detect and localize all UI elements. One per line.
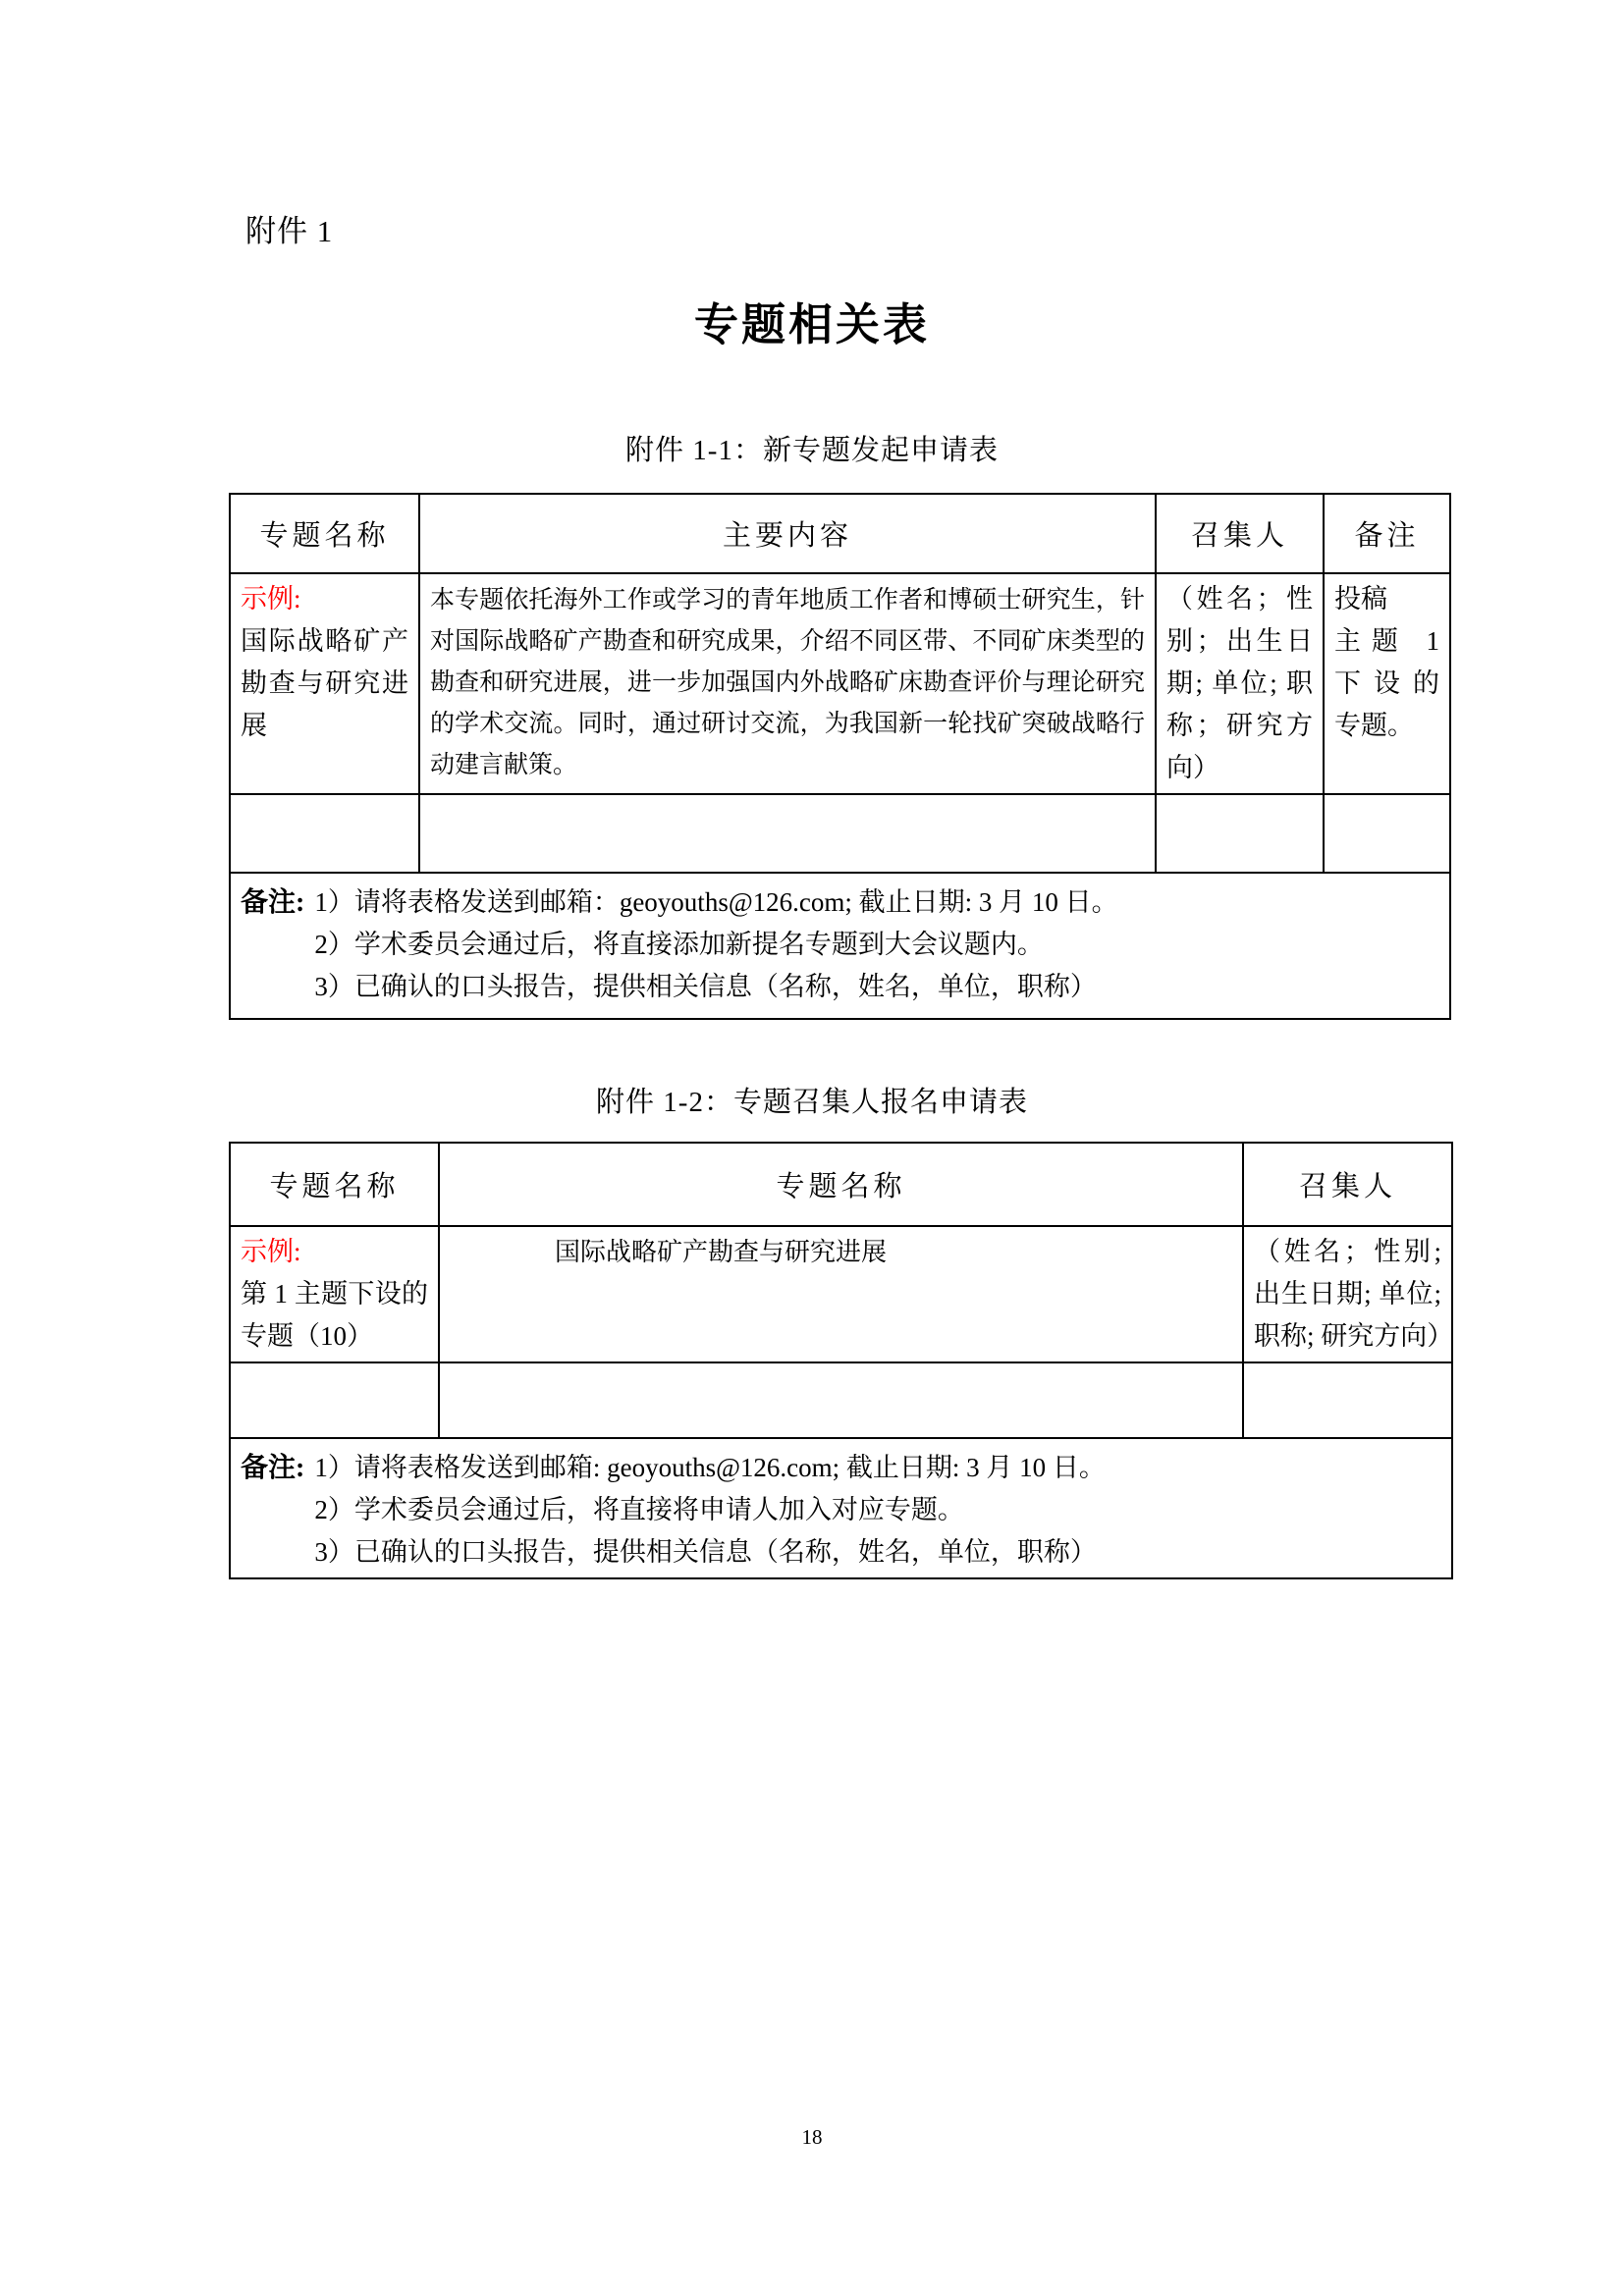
note-line-2: 2）学术委员会通过后，将直接将申请人加入对应专题。 bbox=[314, 1495, 964, 1524]
table2-empty-cell bbox=[439, 1362, 1243, 1438]
table1-empty-cell bbox=[230, 794, 419, 873]
note-line-1: 1）请将表格发送到邮箱：geoyouths@126.com; 截止日期: 3 月 10 日。 bbox=[314, 887, 1118, 917]
table1-empty-cell bbox=[1324, 794, 1450, 873]
table1-empty-cell bbox=[419, 794, 1156, 873]
table2-empty-cell bbox=[230, 1362, 439, 1438]
table1-header-topic-name: 专题名称 bbox=[230, 494, 419, 573]
convener-signup-table bbox=[229, 1142, 1453, 1579]
table1-header-main-content: 主要内容 bbox=[419, 494, 1156, 573]
table2-example-convener-cell bbox=[1243, 1226, 1452, 1362]
note-line-3: 3）已确认的口头报告，提供相关信息（名称，姓名，单位，职称） bbox=[314, 972, 1097, 1001]
table2-empty-row bbox=[230, 1362, 1452, 1438]
table1-example-content-cell bbox=[419, 573, 1156, 794]
table1-empty-row bbox=[230, 794, 1450, 873]
table1-header-convener: 召集人 bbox=[1156, 494, 1324, 573]
section2-subtitle: 附件 1-2：专题召集人报名申请表 bbox=[596, 1087, 1028, 1118]
table1-empty-cell bbox=[1156, 794, 1324, 873]
table2-notes-row bbox=[230, 1438, 1452, 1578]
notes-content bbox=[314, 1447, 1106, 1574]
example-label: 示例: bbox=[241, 1237, 301, 1266]
page-number: 18 bbox=[801, 2125, 823, 2149]
table1-header-row bbox=[230, 494, 1450, 573]
table2-empty-cell bbox=[1243, 1362, 1452, 1438]
table2-example-topic-cell bbox=[439, 1226, 1243, 1362]
example-main-content: 本专题依托海外工作或学习的青年地质工作者和博硕士研究生，针对国际战略矿产勘查和研究成果，介绍不同区带、不同矿床类型的勘查和研究进展，进一步加强国内外战略矿床勘查评价与理论研究的学术交流。同时，通过研讨交流，为我国新一轮找矿突破战略行动建言献策。 bbox=[430, 587, 1145, 778]
attachment-label: 附件 1 bbox=[245, 214, 334, 248]
table2-header-topic-name-1: 专题名称 bbox=[230, 1143, 439, 1226]
notes-content bbox=[314, 881, 1117, 1008]
table2-header-topic-name-2: 专题名称 bbox=[439, 1143, 1243, 1226]
notes-label: 备注: bbox=[241, 887, 305, 918]
example-topic-name: 国际战略矿产勘查与研究进展 bbox=[555, 1238, 888, 1266]
table1-example-remark-cell bbox=[1324, 573, 1450, 794]
table1-example-row bbox=[230, 573, 1450, 794]
table2-example-group-cell bbox=[230, 1226, 439, 1362]
example-convener: （姓名；性别; 出生日期; 单位; 职称; 研究方向） bbox=[1254, 1237, 1454, 1351]
note-line-1: 1）请将表格发送到邮箱: geoyouths@126.com; 截止日期: 3 月 10 日。 bbox=[314, 1453, 1106, 1482]
table1-example-topic-cell bbox=[230, 573, 419, 794]
new-topic-application-table bbox=[229, 493, 1451, 1020]
table2-example-row bbox=[230, 1226, 1452, 1362]
example-topic-group: 第 1 主题下设的专题（10） bbox=[241, 1279, 428, 1351]
table2-header-row bbox=[230, 1143, 1452, 1226]
example-remark-line: 投稿 bbox=[1334, 584, 1387, 614]
example-remark-line: 主题 1 下设的专题。 bbox=[1334, 626, 1439, 740]
table2-notes-cell bbox=[230, 1438, 1452, 1578]
section1-subtitle: 附件 1-1：新专题发起申请表 bbox=[625, 435, 999, 466]
table1-example-convener-cell bbox=[1156, 573, 1324, 794]
notes-label: 备注: bbox=[241, 1453, 305, 1483]
example-label: 示例: bbox=[241, 584, 301, 614]
page-title: 专题相关表 bbox=[693, 300, 930, 349]
note-line-2: 2）学术委员会通过后，将直接添加新提名专题到大会议题内。 bbox=[314, 930, 1044, 959]
note-line-3: 3）已确认的口头报告，提供相关信息（名称，姓名，单位，职称） bbox=[314, 1537, 1097, 1567]
table1-header-remark: 备注 bbox=[1324, 494, 1450, 573]
table1-notes-row bbox=[230, 873, 1450, 1019]
table1-notes-cell bbox=[230, 873, 1450, 1019]
example-convener: （姓名；性别；出生日期; 单位; 职称；研究方向） bbox=[1166, 584, 1313, 782]
table2-header-convener: 召集人 bbox=[1243, 1143, 1452, 1226]
example-topic-name: 国际战略矿产勘查与研究进展 bbox=[241, 626, 408, 740]
